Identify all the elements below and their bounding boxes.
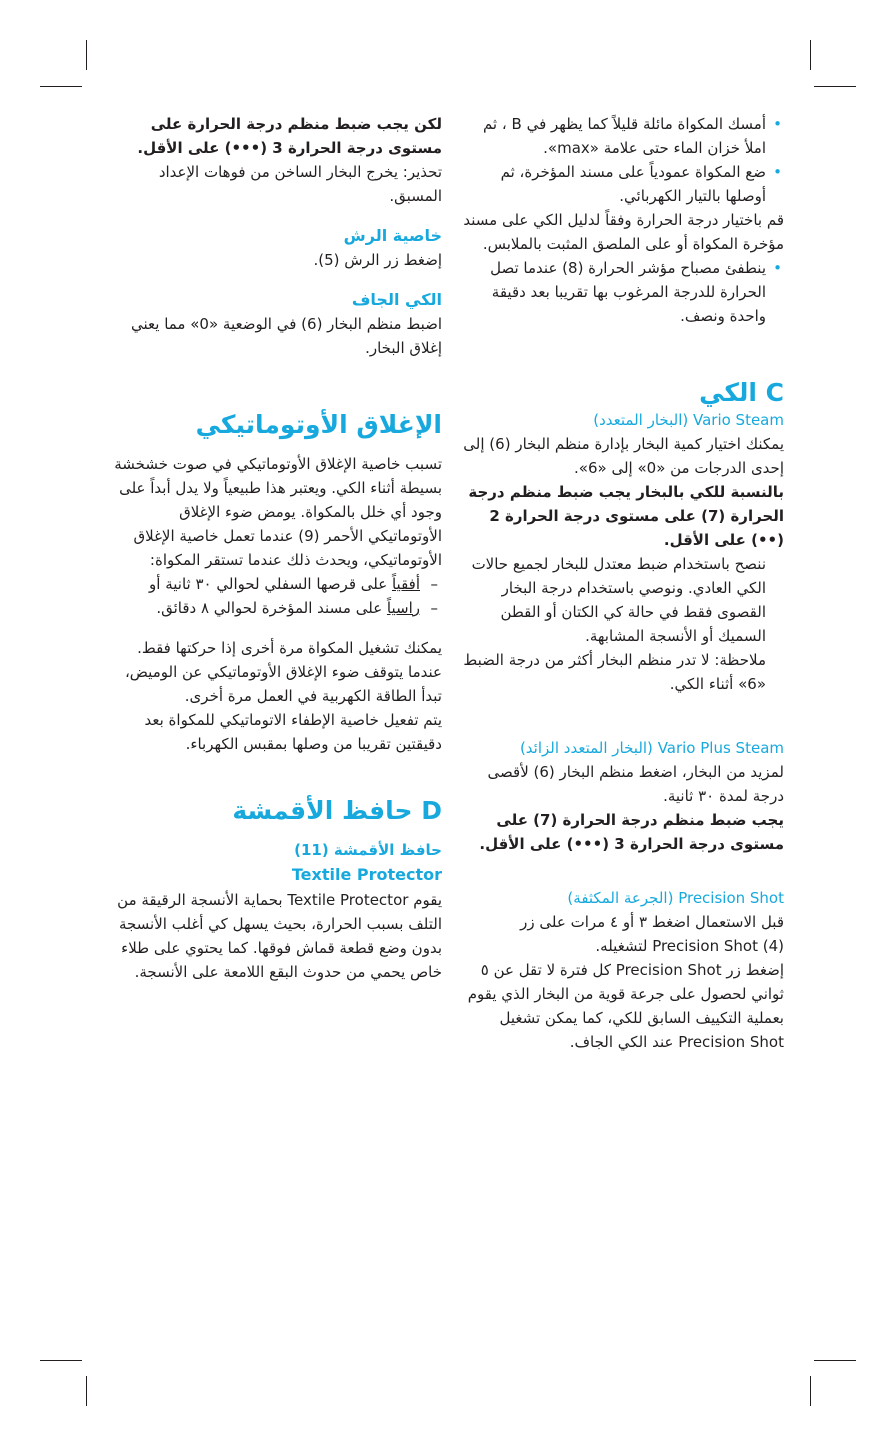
vario-steam-text: يمكنك اختيار كمية البخار بإدارة منظم البخار (6) إلى إحدى الدرجات من «0» إلى «6».	[463, 435, 784, 477]
plus-steam-title: Vario Plus Steam (البخار المتعدد الزائد)	[519, 739, 784, 757]
bullet-fill-tank: • أمسك المكواة مائلة قليلاً كما يظهر في B ، ثم املأ خزان الماء حتى علامة «max».	[462, 112, 784, 160]
plus-steam-text: لمزيد من البخار، اضغط منظم البخار (6) لأقصى درجة لمدة ٣٠ ثانية.	[487, 763, 784, 805]
bullet-temperature-lamp: • ينطفئ مصباح مؤشر الحرارة (8) عندما تصل الحرارة للدرجة المرغوب بها تقريبا بعد دقيقة واحدة ونصف.	[462, 256, 784, 328]
spray-title: خاصية الرش	[343, 226, 442, 245]
temperature-select-text: قم باختيار درجة الحرارة وفقاً لدليل الكي على مسند مؤخرة المكواة أو على الملصق المثبت بالملابس.	[463, 211, 784, 253]
precision-shot-title: Precision Shot (الجرعة المكثفة)	[567, 889, 784, 907]
precision-shot-text-1: قبل الاستعمال اضغط ٣ أو ٤ مرات على زر Precision Shot (4) لتشغيله.	[520, 913, 784, 955]
vario-steam-bold-note: بالنسبة للكي بالبخار يجب ضبط منظم درجة الحرارة (7) على مستوى درجة الحرارة 2 (••) على الأقل.	[468, 483, 784, 549]
auto-off-horizontal: – أفقياً على قرصها السفلي لحوالي ٣٠ ثانية أو	[149, 575, 438, 593]
crop-mark-top-left-h	[40, 86, 82, 87]
shot-bold-note: لكن يجب ضبط منظم درجة الحرارة على مستوى درجة الحرارة 3 (•••) على الأقل.	[137, 115, 442, 157]
fill-steps-list	[462, 112, 784, 208]
crop-mark-top-right-v	[810, 40, 811, 70]
crop-mark-bottom-left-v	[86, 1376, 87, 1406]
auto-off-activate-text: يتم تفعيل خاصية الإطفاء الاتوماتيكي للمكواة بعد دقيقتين تقريبا من وصلها بمقبس الكهرباء.	[144, 711, 442, 753]
dry-ironing-title: الكي الجاف	[351, 290, 442, 309]
crop-mark-bottom-left-h	[40, 1360, 82, 1361]
spray-text: إضغط زر الرش (5).	[313, 251, 442, 269]
lamp-list	[462, 256, 784, 328]
auto-off-vertical: – راسياً على مسند المؤخرة لحوالي ٨ دقائق.	[156, 599, 438, 617]
crop-mark-bottom-right-h	[814, 1360, 856, 1361]
section-d-title: D حافظ الأقمشة	[232, 796, 442, 825]
auto-off-text: تسبب خاصية الإغلاق الأوتوماتيكي في صوت خشخشة بسيطة أثناء الكي. ويعتبر هذا طبيعياً ولا يدل أبداً على وجود أي خلل بالمكواة. يومض ضوء الإغلاق الأوتوماتيكي الأحمر (9) عندما تعمل خاصية الإغلاق الأوتوماتيكي، ويحدث ذلك عندما تستقر المكواة:	[114, 455, 442, 569]
auto-off-title: الإغلاق الأوتوماتيكي	[195, 410, 442, 439]
crop-mark-top-right-h	[814, 86, 856, 87]
textile-protector-sub-ar: حافظ الأقمشة (11)	[294, 841, 442, 859]
precision-shot-text-2: إضغط زر Precision Shot كل فترة لا تقل عن ٥ ثواني لحصول على جرعة قوية من البخار الذي يقوم بعملية التكييف السابق للكي، كما يمكن تشغيل Precision Shot عند الكي الجاف.	[467, 961, 784, 1051]
auto-off-restart-text: يمكنك تشغيل المكواة مرة أخرى إذا حركتها فقط. عندما يتوقف ضوء الإغلاق الأوتوماتيكي عن الوميض، تبدأ الطاقة الكهربية في العمل مرة أخرى.	[124, 639, 442, 705]
left-column	[112, 112, 442, 984]
vario-steam-advice: ننصح باستخدام ضبط معتدل للبخار لجميع حالات الكي العادي. ونوصي باستخدام درجة البخار القصوى فقط في حالة كي الكتان أو القطن السميك أو الأنسجة المشابهة.	[471, 555, 766, 645]
vario-steam-subtitle: Vario Steam (البخار المتعدد)	[593, 411, 784, 429]
dry-ironing-text: اضبط منظم البخار (6) في الوضعية «0» مما يعني إغلاق البخار.	[130, 315, 442, 357]
textile-protector-text: يقوم Textile Protector بحماية الأنسجة الرقيقة من التلف بسبب الحرارة، بحيث يسهل كي أغلب الأنسجة بدون وضع قطعة قماش فوقها. كما يحتوي على طلاء خاص يحمي من حدوث البقع اللامعة على الأنسجة.	[117, 891, 442, 981]
plus-steam-bold-note: يجب ضبط منظم درجة الحرارة (7) على مستوى درجة الحرارة 3 (•••) على الأقل.	[479, 811, 784, 853]
bullet-plug-in: • ضع المكواة عمودياً على مسند المؤخرة، ثم أوصلها بالتيار الكهربائي.	[462, 160, 784, 208]
right-column	[462, 112, 784, 1054]
crop-mark-top-left-v	[86, 40, 87, 70]
textile-protector-sub-en: Textile Protector	[291, 865, 442, 884]
crop-mark-bottom-right-v	[810, 1376, 811, 1406]
section-c-title: C الكي	[699, 378, 784, 407]
warning-text: تحذير: يخرج البخار الساخن من فوهات الإعداد المسبق.	[158, 163, 442, 205]
vario-steam-note: ملاحظة: لا تدر منظم البخار أكثر من درجة الضبط «6» أثناء الكي.	[463, 651, 766, 693]
